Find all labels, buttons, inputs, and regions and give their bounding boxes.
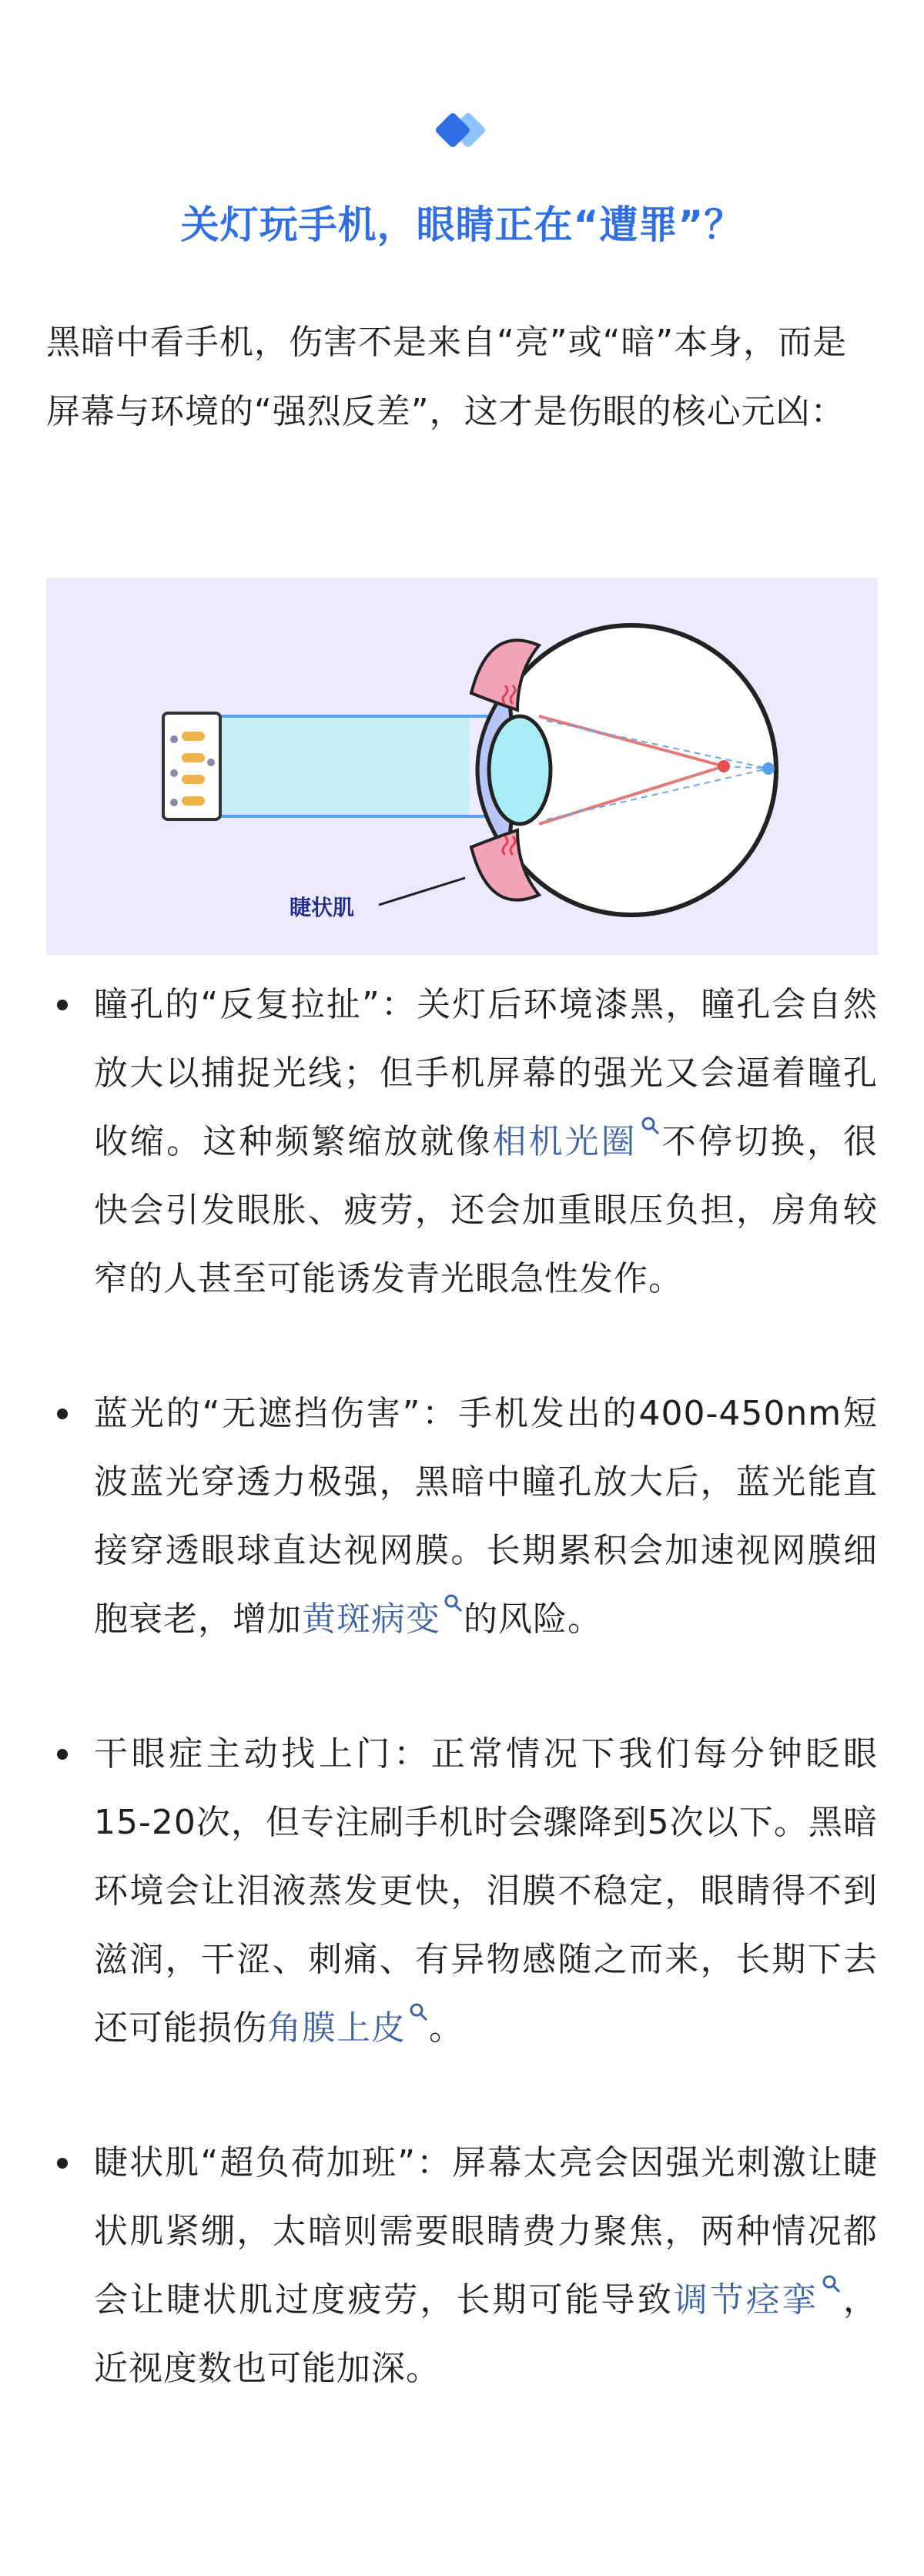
search-icon[interactable] (822, 2274, 842, 2294)
ciliary-muscle-label: 睫状肌 (290, 895, 355, 920)
search-icon[interactable] (409, 2002, 429, 2022)
search-icon[interactable] (641, 1116, 661, 1136)
bullet-list (46, 955, 878, 2403)
eye-diagram (46, 578, 878, 955)
eye-illustration (46, 578, 878, 955)
keyword-link[interactable]: 相机光圈 (492, 1122, 638, 1161)
focal-point (718, 760, 730, 772)
phone-icon (163, 713, 220, 819)
list-item: 瞳孔的“反复拉扯”：关灯后环境漆黑，瞳孔会自然放大以捕捉光线；但手机屏幕的强光又会逼着瞳孔收缩。这种频繁缩放就像相机光圈 不停切换，很快会引发眼胀、疲劳，还会加重眼压负担，房角较窄的人甚至可能诱发青光眼急性发作。 (46, 970, 878, 1313)
search-icon[interactable] (444, 1593, 464, 1613)
keyword-link[interactable]: 角膜上皮 (267, 2008, 406, 2048)
retina-point (762, 762, 775, 775)
article-title: 关灯玩手机，眼睛正在“遭罪”？ (180, 203, 744, 247)
diamond-logo-icon (426, 109, 500, 159)
keyword-link[interactable]: 调节痉挛 (673, 2280, 819, 2320)
list-item: 睫状肌“超负荷加班”：屏幕太亮会因强光刺激让睫状肌紧绷，太暗则需要眼睛费力聚焦，两种情况都会让睫状肌过度疲劳，长期可能导致调节痉挛 ，近视度数也可能加深。 (46, 2129, 878, 2403)
keyword-link[interactable]: 黄斑病变 (302, 1600, 440, 1639)
list-item: 蓝光的“无遮挡伤害”：手机发出的400-450nm短波蓝光穿透力极强，黑暗中瞳孔放大后，蓝光能直接穿透眼球直达视网膜。长期累积会加速视网膜细胞衰老，增加黄斑病变 的风险。 (46, 1379, 878, 1653)
lens (489, 716, 551, 824)
list-item: 干眼症主动找上门：正常情况下我们每分钟眨眼15-20次，但专注刷手机时会骤降到5次以下。黑暗环境会让泪液蒸发更快，泪膜不稳定，眼睛得不到滋润，干涩、刺痛、有异物感随之而来，长期下去还可能损伤角膜上皮 。 (46, 1720, 878, 2062)
intro-paragraph: 黑暗中看手机，伤害不是来自“亮”或“暗”本身，而是屏幕与环境的“强烈反差”，这才是伤眼的核心元凶： (46, 323, 848, 431)
